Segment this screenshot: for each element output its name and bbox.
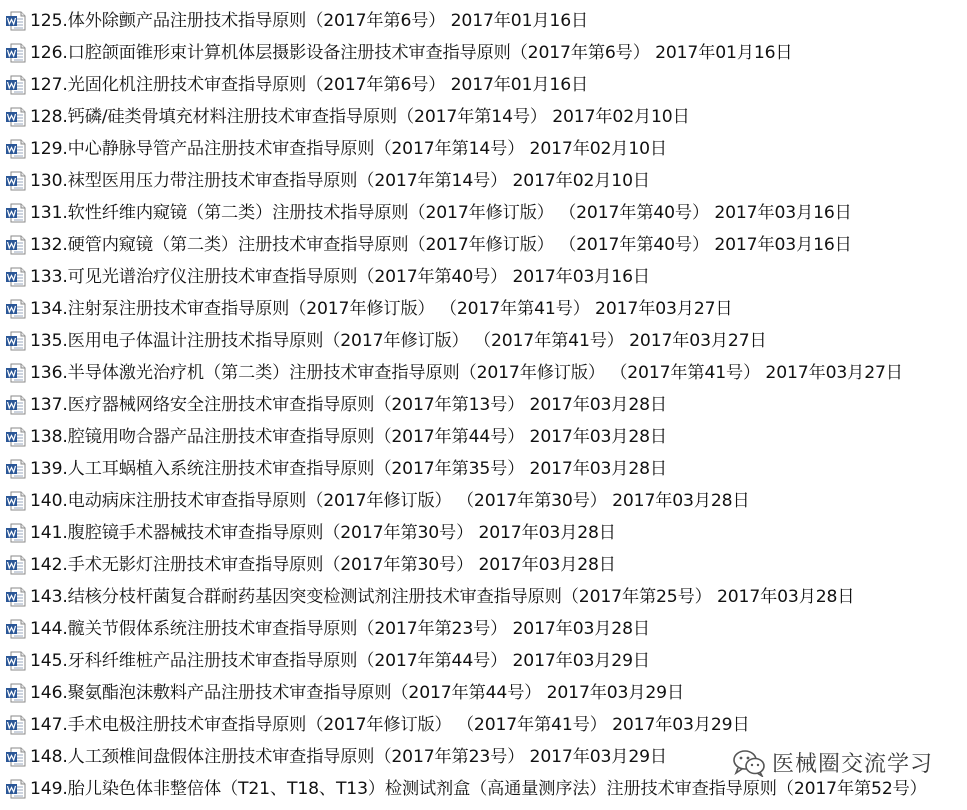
file-row[interactable] bbox=[0, 357, 967, 389]
watermark bbox=[728, 747, 937, 778]
file-name: 128.钙磷/硅类骨填充材料注册技术审查指导原则（2017年第14号） 2017年02月10日 bbox=[30, 107, 690, 127]
word-document-icon bbox=[5, 426, 27, 448]
file-name: 135.医用电子体温计注册技术指导原则（2017年修订版） （2017年第41号） 2017年03月27日 bbox=[30, 331, 767, 351]
word-document-icon bbox=[5, 714, 27, 736]
word-document-icon bbox=[5, 458, 27, 480]
word-document-icon bbox=[5, 362, 27, 384]
word-document-icon bbox=[5, 394, 27, 416]
file-row[interactable] bbox=[0, 37, 967, 69]
word-document-icon bbox=[5, 778, 27, 800]
watermark-text: 医械圈交流学习 bbox=[771, 752, 933, 777]
file-row[interactable] bbox=[0, 325, 967, 357]
file-name: 141.腹腔镜手术器械技术审查指导原则（2017年第30号） 2017年03月28日 bbox=[30, 523, 616, 543]
word-document-icon bbox=[5, 42, 27, 64]
file-row[interactable] bbox=[0, 165, 967, 197]
file-name: 133.可见光谱治疗仪注册技术审查指导原则（2017年第40号） 2017年03月16日 bbox=[30, 267, 650, 287]
file-name: 127.光固化机注册技术审查指导原则（2017年第6号） 2017年01月16日 bbox=[30, 75, 589, 95]
word-document-icon bbox=[5, 170, 27, 192]
file-row[interactable] bbox=[0, 677, 967, 709]
file-row[interactable] bbox=[0, 581, 967, 613]
file-row[interactable] bbox=[0, 197, 967, 229]
file-row[interactable] bbox=[0, 421, 967, 453]
word-document-icon bbox=[5, 554, 27, 576]
word-document-icon bbox=[5, 10, 27, 32]
file-row[interactable] bbox=[0, 5, 967, 37]
wechat-icon bbox=[732, 749, 766, 777]
file-name: 131.软性纤维内窥镜（第二类）注册技术指导原则（2017年修订版） （2017年第40号） 2017年03月16日 bbox=[30, 203, 852, 223]
file-row[interactable] bbox=[0, 69, 967, 101]
word-document-icon bbox=[5, 586, 27, 608]
file-list bbox=[0, 5, 967, 805]
word-document-icon bbox=[5, 234, 27, 256]
file-name: 146.聚氨酯泡沫敷料产品注册技术审查指导原则（2017年第44号） 2017年03月29日 bbox=[30, 683, 684, 703]
file-row[interactable] bbox=[0, 517, 967, 549]
file-name: 138.腔镜用吻合器产品注册技术审查指导原则（2017年第44号） 2017年03月28日 bbox=[30, 427, 667, 447]
file-name: 145.牙科纤维桩产品注册技术审查指导原则（2017年第44号） 2017年03月29日 bbox=[30, 651, 650, 671]
word-document-icon bbox=[5, 74, 27, 96]
word-document-icon bbox=[5, 298, 27, 320]
file-name: 134.注射泵注册技术审查指导原则（2017年修订版） （2017年第41号） 2017年03月27日 bbox=[30, 299, 733, 319]
file-name: 130.袜型医用压力带注册技术审查指导原则（2017年第14号） 2017年02月10日 bbox=[30, 171, 650, 191]
file-name: 149.胎儿染色体非整倍体（T21、T18、T13）检测试剂盒（高通量测序法）注册技术审查指导原则（2017年第52号） bbox=[30, 779, 927, 799]
file-row[interactable] bbox=[0, 709, 967, 741]
file-name: 140.电动病床注册技术审查指导原则（2017年修订版） （2017年第30号） 2017年03月28日 bbox=[30, 491, 750, 511]
file-row[interactable] bbox=[0, 133, 967, 165]
file-row[interactable] bbox=[0, 293, 967, 325]
word-document-icon bbox=[5, 330, 27, 352]
file-name: 139.人工耳蜗植入系统注册技术审查指导原则（2017年第35号） 2017年03月28日 bbox=[30, 459, 667, 479]
word-document-icon bbox=[5, 650, 27, 672]
file-row[interactable] bbox=[0, 261, 967, 293]
file-name: 125.体外除颤产品注册技术指导原则（2017年第6号） 2017年01月16日 bbox=[30, 11, 589, 31]
word-document-icon bbox=[5, 618, 27, 640]
file-row[interactable] bbox=[0, 453, 967, 485]
file-name: 148.人工颈椎间盘假体注册技术审查指导原则（2017年第23号） 2017年03月29日 bbox=[30, 747, 667, 767]
file-row[interactable] bbox=[0, 229, 967, 261]
file-name: 126.口腔颌面锥形束计算机体层摄影设备注册技术审查指导原则（2017年第6号） 2017年01月16日 bbox=[30, 43, 793, 63]
file-row[interactable] bbox=[0, 101, 967, 133]
file-name: 142.手术无影灯注册技术审查指导原则（2017年第30号） 2017年03月28日 bbox=[30, 555, 616, 575]
file-row[interactable] bbox=[0, 389, 967, 421]
file-name: 136.半导体激光治疗机（第二类）注册技术审查指导原则（2017年修订版） （2017年第41号） 2017年03月27日 bbox=[30, 363, 903, 383]
word-document-icon bbox=[5, 106, 27, 128]
file-name: 129.中心静脉导管产品注册技术审查指导原则（2017年第14号） 2017年02月10日 bbox=[30, 139, 667, 159]
word-document-icon bbox=[5, 138, 27, 160]
file-row[interactable] bbox=[0, 645, 967, 677]
word-document-icon bbox=[5, 266, 27, 288]
file-row[interactable] bbox=[0, 485, 967, 517]
file-name: 132.硬管内窥镜（第二类）注册技术审查指导原则（2017年修订版） （2017年第40号） 2017年03月16日 bbox=[30, 235, 852, 255]
file-name: 137.医疗器械网络安全注册技术审查指导原则（2017年第13号） 2017年03月28日 bbox=[30, 395, 667, 415]
file-row[interactable] bbox=[0, 549, 967, 581]
file-name: 147.手术电极注册技术审查指导原则（2017年修订版） （2017年第41号） 2017年03月29日 bbox=[30, 715, 750, 735]
file-name: 144.髋关节假体系统注册技术审查指导原则（2017年第23号） 2017年03月28日 bbox=[30, 619, 650, 639]
file-name: 143.结核分枝杆菌复合群耐药基因突变检测试剂注册技术审查指导原则（2017年第25号） 2017年03月28日 bbox=[30, 587, 855, 607]
word-document-icon bbox=[5, 490, 27, 512]
word-document-icon bbox=[5, 682, 27, 704]
word-document-icon bbox=[5, 202, 27, 224]
word-document-icon bbox=[5, 746, 27, 768]
word-document-icon bbox=[5, 522, 27, 544]
file-row[interactable] bbox=[0, 613, 967, 645]
